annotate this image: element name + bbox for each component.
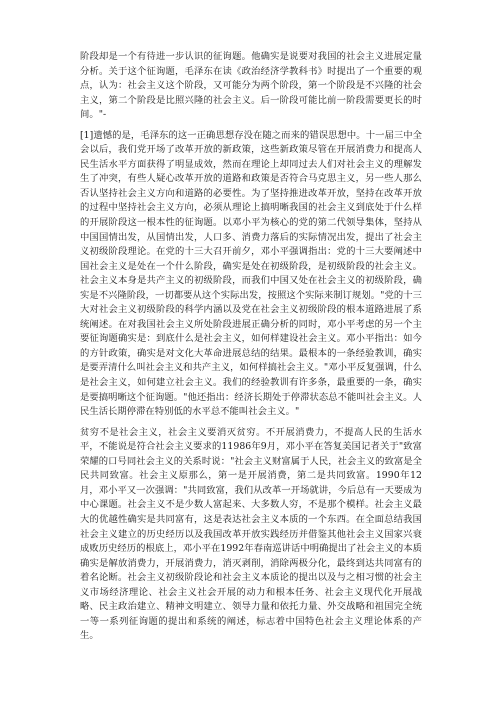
paragraph-3: 贫穷不是社会主义，社会主义要消灭贫穷。不开展消费力，不提高人民的生活水平，不能说是符合社会主义要求的11986年9月，邓小平在答复美国记者关于"致富荣耀的口号同社会主义的关系时说："社会主义财富属于人民，社会主义的致富是全民共同致富。社会主义原那么，第一是开展消费，第二是共同致富。1990年12月，邓小平又一次强调："共同致富，我们从改革一开场就讲，今后总有一天要成为中心课题。社会主义不是少数人富起来、大多数人穷，不是那个模样。社会主义最大的优越性确实是共同富有，这是表达社会主义本质的一个东西。在全面总结我国社会主义建立的历史经历以及我国改革开放实践经历并借鉴其他社会主义国家兴衰成败历史经历的根底上，邓小平在1992年春南巡讲话中明确提出了社会主义的本质确实是解放消费力，开展消费力，消灭剥削，消除两极分化，最终到达共同富有的着名论断。社会主义初级阶段论和社会主义本质论的提出以及与之相习惯的社会主义市场经济理论、社会主义社会开展的动力和根本任务、社会主义现代化开展战略、民主政治建立、精神文明建立、领导力量和依托力量、外交战略和祖国完全统一等一系列征询题的提出和系统的阐述，标志着中国特色社会主义理论体系的产生。 [80, 426, 422, 642]
paragraph-1: 阶段却是一个有待进一步认识的征询题。他确实是说要对我国的社会主义进展定量分析。关于这个征询题，毛泽东在读《政治经济学教科书》时提出了一个重要的观点，认为：社会主义这个阶段，又可能分为两个阶段，第一个阶段是不兴隆的社会主义，第二个阶段是比照兴隆的社会主义。后一阶段可能比前一阶段需要更长的时间。"- [80, 51, 422, 121]
paragraph-2: [1]遗憾的是，毛泽东的这一正确思想存没在随之而来的错误思想中。十一届三中全会以后，我们党开场了改革开放的新政策，这些新政策尽管在开展消费力和提高人民生活水平方面获得了明显成效，然而在理论上却同过去人们对社会主义的理解发生了冲突，有些人疑心改革开放的道路和政策是否符合马克思主义，另一些人那么否认坚持社会主义方向和道路的必要性。为了坚持推进改革开放，坚持在改革开放的过程中坚持社会主义方向，必须从理论上搞明晰我国的社会主义到底处于什么样的开展阶段这一根本性的征询题。以邓小平为核心的党的第二代领导集体，坚持从中国国情出发，从国情出发，人口多、消费力落后的实际情况出发，提出了社会主义初级阶段理论。在党的十三大召开前夕，邓小平强调指出：党的十三大要阐述中国社会主义是处在一个什么阶段，确实是处在初级阶段，是初级阶段的社会主义。社会主义本身是共产主义的初级阶段，而我们中国又处在社会主义的初级阶段，确实是不兴隆阶段，一切都要从这个实际出发，按照这个实际来制订规划。"党的十三大对社会主义初级阶段的科学内涵以及党在社会主义初级阶段的根本道路进展了系统阐述。在对我国社会主义所处阶段进展正确分析的同时，邓小平考虑的另一个主要征询题确实是：到底什么是社会主义，如何样建设社会主义。邓小平指出：如今的方针政策，确实是对文化大革命进展总结的结果。最根本的一条经验教训，确实是要弄清什么叫社会主义和共产主义，如何样搞社会主义。"邓小平反复强调，什么是社会主义，如何建立社会主义。我们的经验教训有许多条，最重要的一条，确实是要搞明晰这个征询题。"他还指出：经济长期处于停滞状态总不能叫社会主义。人民生活长期停滞在特别低的水平总不能叫社会主义。" [80, 129, 422, 418]
document-body [80, 50, 422, 644]
